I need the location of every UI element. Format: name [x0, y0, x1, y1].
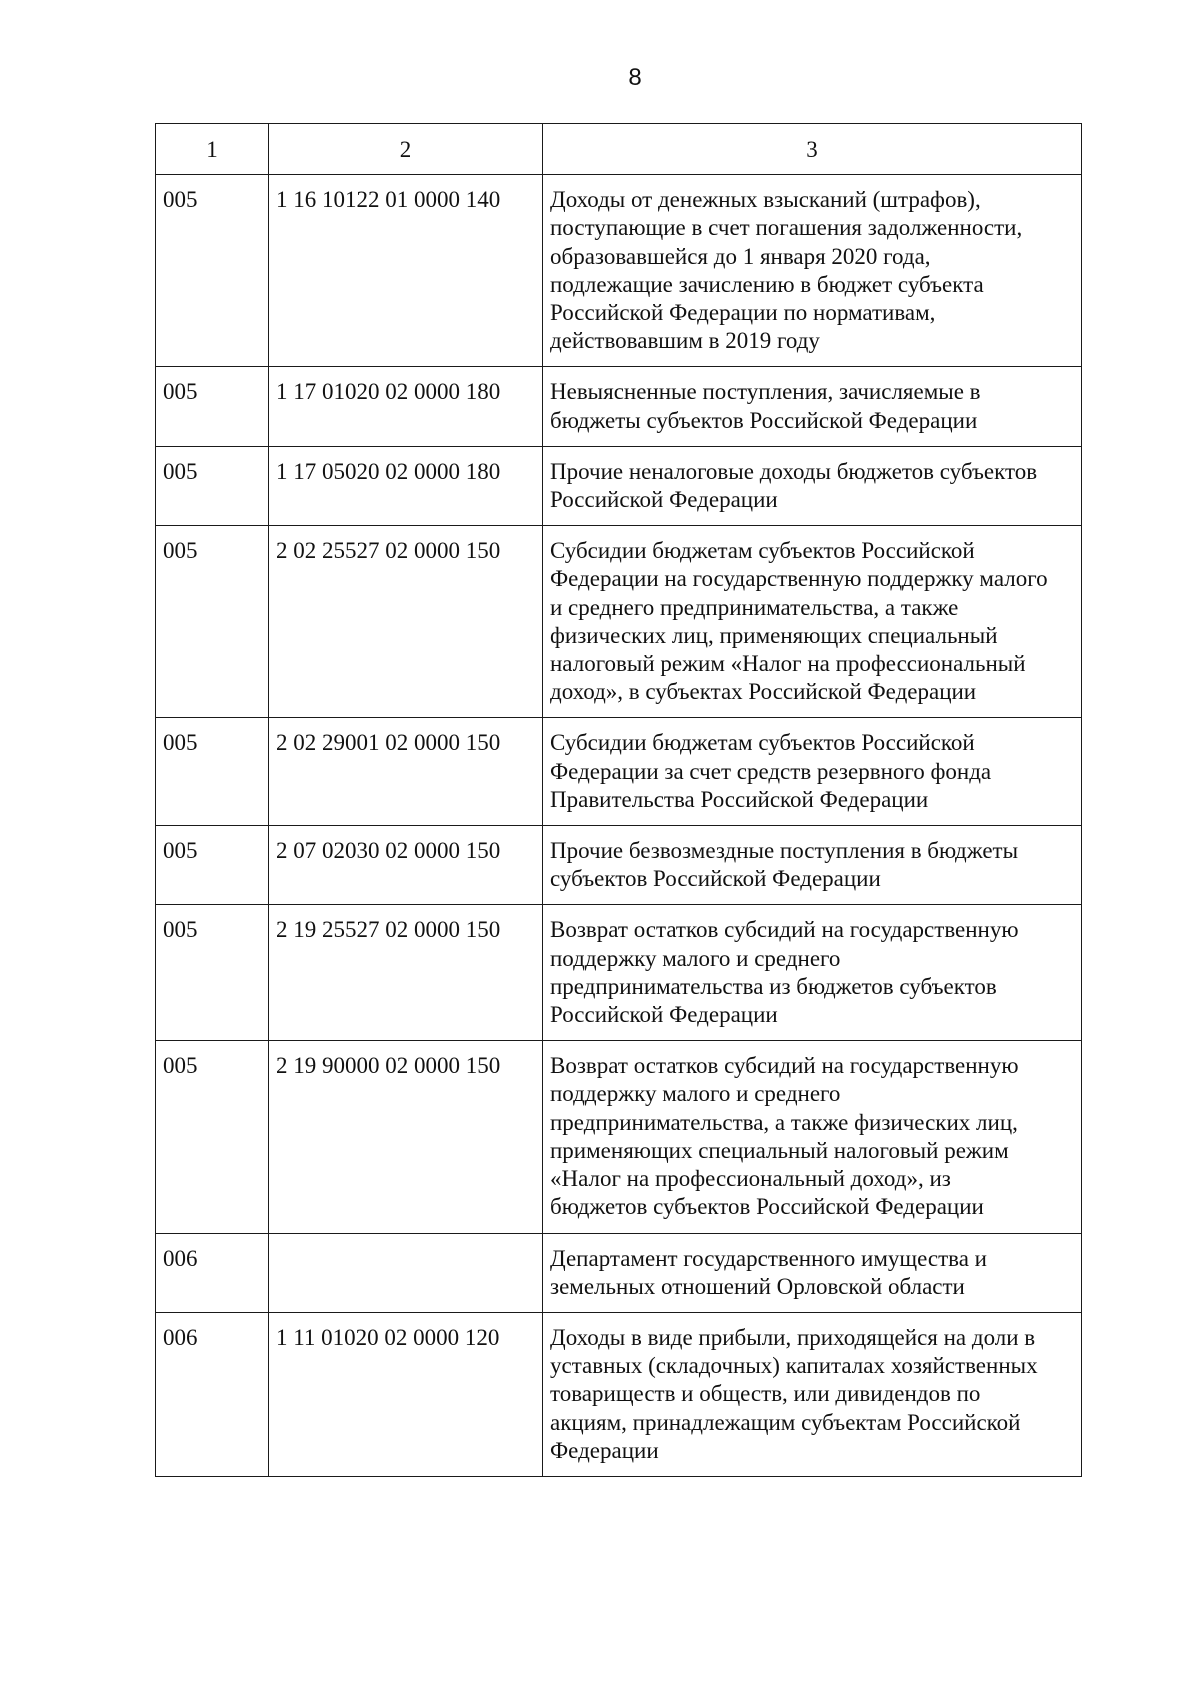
description-line: и среднего предпринимательства, а также: [550, 594, 959, 620]
table-body: [156, 175, 1082, 1477]
table-row: [156, 1041, 1082, 1233]
description-line: Федерации: [550, 1437, 659, 1463]
budget-code-cell: 2 19 90000 02 0000 150: [269, 1041, 543, 1233]
description-line: Доходы от денежных взысканий (штрафов),: [550, 187, 981, 213]
description-line: Субсидии бюджетам субъектов Российской: [550, 730, 975, 756]
admin-code-cell: 005: [156, 826, 269, 905]
description-line: действовавшим в 2019 году: [550, 328, 820, 354]
description-line: Невыясненные поступления, зачисляемые в: [550, 379, 981, 405]
description-line: образовавшейся до 1 января 2020 года,: [550, 243, 931, 269]
description-line: земельных отношений Орловской области: [550, 1273, 965, 1299]
description-line: поддержку малого и среднего: [550, 1081, 841, 1107]
description-line: Субсидии бюджетам субъектов Российской: [550, 538, 975, 564]
description-cell: [543, 718, 1082, 826]
description-line: Департамент государственного имущества и: [550, 1245, 987, 1271]
page-number: 8: [628, 64, 642, 91]
description-line: Возврат остатков субсидий на государственную: [550, 1053, 1019, 1079]
table-row: [156, 175, 1082, 367]
admin-code-cell: 005: [156, 446, 269, 525]
description-line: доход», в субъектах Российской Федерации: [550, 679, 977, 705]
description-line: налоговый режим «Налог на профессиональный: [550, 651, 1026, 677]
column-header-1: 1: [156, 124, 269, 175]
table-row: [156, 1233, 1082, 1312]
description-cell: [543, 367, 1082, 446]
budget-code-cell: 1 17 05020 02 0000 180: [269, 446, 543, 525]
description-cell: [543, 1312, 1082, 1476]
budget-code-cell: 2 02 29001 02 0000 150: [269, 718, 543, 826]
description-line: Прочие безвозмездные поступления в бюджеты: [550, 838, 1019, 864]
budget-code-cell: 2 07 02030 02 0000 150: [269, 826, 543, 905]
description-line: Российской Федерации по нормативам,: [550, 300, 936, 326]
description-line: Федерации на государственную поддержку малого: [550, 566, 1048, 592]
description-line: Российской Федерации: [550, 1002, 778, 1028]
revenue-codes-table: [155, 123, 1082, 1477]
admin-code-cell: 006: [156, 1233, 269, 1312]
budget-code-cell: 2 19 25527 02 0000 150: [269, 905, 543, 1041]
description-line: бюджетов субъектов Российской Федерации: [550, 1194, 984, 1220]
description-line: Возврат остатков субсидий на государственную: [550, 917, 1019, 943]
description-cell: [543, 905, 1082, 1041]
budget-code-cell: 1 11 01020 02 0000 120: [269, 1312, 543, 1476]
description-line: физических лиц, применяющих специальный: [550, 622, 998, 648]
admin-code-cell: 006: [156, 1312, 269, 1476]
admin-code-cell: 005: [156, 1041, 269, 1233]
description-line: бюджеты субъектов Российской Федерации: [550, 407, 978, 433]
description-line: уставных (складочных) капиталах хозяйственных: [550, 1353, 1038, 1379]
admin-code-cell: 005: [156, 175, 269, 367]
admin-code-cell: 005: [156, 526, 269, 718]
admin-code-cell: 005: [156, 718, 269, 826]
column-header-2: 2: [269, 124, 543, 175]
description-cell: [543, 526, 1082, 718]
description-cell: [543, 446, 1082, 525]
table-row: [156, 526, 1082, 718]
table-row: [156, 718, 1082, 826]
description-line: предпринимательства, а также физических лиц,: [550, 1109, 1018, 1135]
table-row: [156, 367, 1082, 446]
admin-code-cell: 005: [156, 367, 269, 446]
budget-code-cell: 2 02 25527 02 0000 150: [269, 526, 543, 718]
description-line: «Налог на профессиональный доход», из: [550, 1166, 951, 1192]
description-line: товариществ и обществ, или дивидендов по: [550, 1381, 981, 1407]
description-line: применяющих специальный налоговый режим: [550, 1137, 1009, 1163]
budget-code-cell: 1 17 01020 02 0000 180: [269, 367, 543, 446]
description-line: поступающие в счет погашения задолженности,: [550, 215, 1023, 241]
admin-code-cell: 005: [156, 905, 269, 1041]
description-line: акциям, принадлежащим субъектам Российской: [550, 1409, 1021, 1435]
description-cell: [543, 1041, 1082, 1233]
table-row: [156, 826, 1082, 905]
budget-code-cell: [269, 1233, 543, 1312]
description-line: предпринимательства из бюджетов субъектов: [550, 973, 997, 999]
description-cell: [543, 175, 1082, 367]
column-header-3: 3: [543, 124, 1082, 175]
description-line: поддержку малого и среднего: [550, 945, 841, 971]
description-line: Прочие неналоговые доходы бюджетов субъектов: [550, 458, 1038, 484]
table-row: [156, 1312, 1082, 1476]
description-line: подлежащие зачислению в бюджет субъекта: [550, 271, 984, 297]
table-row: [156, 905, 1082, 1041]
budget-code-cell: 1 16 10122 01 0000 140: [269, 175, 543, 367]
description-line: Правительства Российской Федерации: [550, 786, 929, 812]
description-cell: [543, 1233, 1082, 1312]
table-header-row: [156, 124, 1082, 175]
description-line: Российской Федерации: [550, 487, 778, 513]
table-row: [156, 446, 1082, 525]
description-line: Федерации за счет средств резервного фонда: [550, 758, 992, 784]
description-cell: [543, 826, 1082, 905]
description-line: субъектов Российской Федерации: [550, 866, 881, 892]
description-line: Доходы в виде прибыли, приходящейся на доли в: [550, 1324, 1036, 1350]
